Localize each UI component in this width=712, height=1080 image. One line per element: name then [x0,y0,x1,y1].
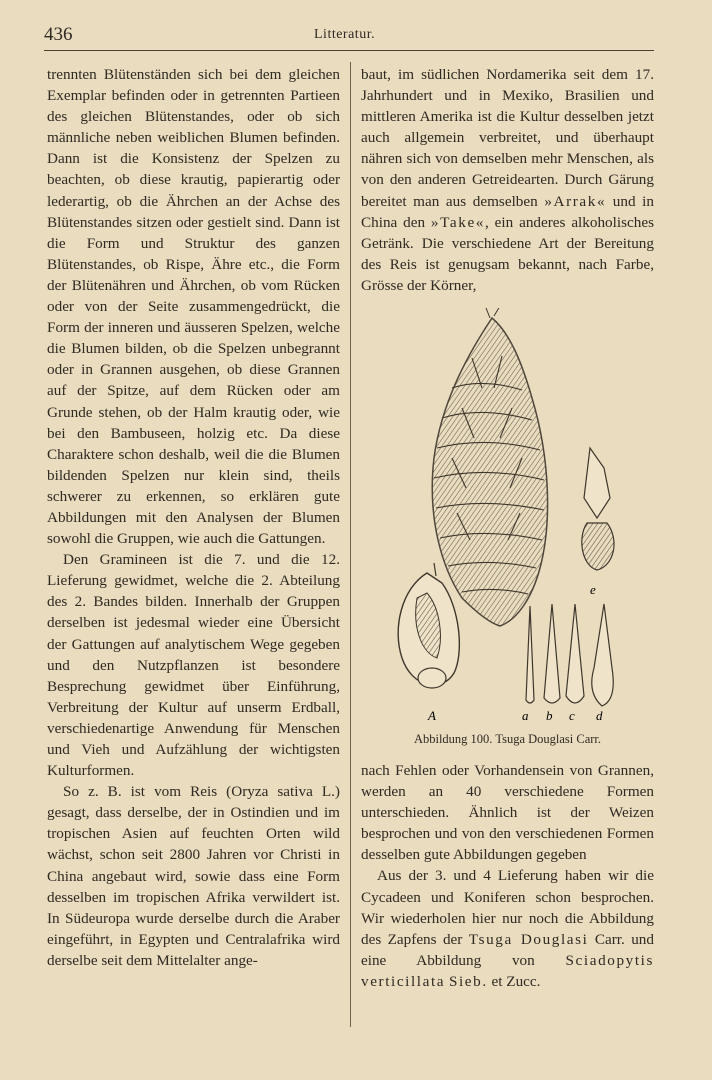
text-run: et Zucc. [487,972,541,990]
right-column-top [361,64,654,296]
bracts-a-d-drawing [526,604,613,706]
spaced-term-take: »Take« [430,213,486,231]
scale-e-drawing [582,448,614,570]
label-b: b [546,708,553,723]
header-rule [44,50,654,51]
label-A: A [428,708,436,723]
right-column-bottom [361,760,654,992]
cone-main-drawing [432,308,547,626]
text-run: und in China den [361,192,654,231]
spaced-term-sciadopytis: Sciadopytis verticillata [361,951,654,990]
figure-tsuga-cone [382,308,642,728]
paragraph: nach Fehlen oder Vorhandensein von Grannen, werden an 40 verschiedene Formen unterschieden. Ähnlich ist der Weizen besprochen und von den verschiedenen Formen desselben gute Abbildungen gegeben [361,762,654,864]
seed-A-drawing [398,563,459,688]
paragraph [361,64,654,296]
label-c: c [569,708,575,723]
left-column [47,64,340,971]
label-a: a [522,708,529,723]
cone-engraving [382,308,642,728]
page-header [44,24,654,46]
spaced-term-tsuga: Tsuga Douglasi [468,930,589,948]
text-run: baut, im südlichen Nordamerika seit dem 17. Jahrhundert und in Mexiko, Brasilien und mittleren Amerika ist die Kultur desselben jetzt auch allgemein verbreitet, und überhaupt nähren sich von demselben mehr Menschen, als von den anderen Getreidearten. Durch Gärung bereitet man aus demselben [361,66,654,210]
paragraph: So z. B. ist vom Reis (Oryza sativa L.) gesagt, dass derselbe, der in Ostindien und im tropischen Asien auf feuchten Orten wild wächst, schon seit 2800 Jahren vor Christi in China angebaut wird, sowie dass eine Form desselben im tropischen Afrika verwildert ist. In Südeuropa wurde derselbe durch die Araber eingeführt, in Egypten und Centralafrika wird derselbe seit dem Mittelalter ange- [47,783,340,969]
spaced-term-arrak: »Arrak« [544,192,607,210]
running-head: Litteratur. [314,27,376,42]
paragraph [361,865,654,992]
spaced-term-sieb: Sieb. [448,972,488,990]
column-divider [350,62,351,1027]
page-number: 436 [44,24,73,45]
text-run: Carr. und eine Abbildung von [361,930,654,969]
label-e: e [590,582,596,597]
paragraph: trennten Blütenständen sich bei dem gleichen Exemplar befinden oder in getrennten Partieen des gleichen Blütenstandes, oder ob sich männliche neben weiblichen Blumen befinden. Dann ist die Konsistenz der Spelzen zu beachten, ob diese krautig, papierartig oder lederartig, ob die Ährchen an der Achse des Blütenstandes sitzen oder gestielt sind. Dann ist die Form und Struktur des ganzen Blütenstandes, ob Rispe, Ähre etc., die Form der Blütenähren und Ährchen, ob vom Rücken oder von der Seite zusammengedrückt, die Form der inneren und äusseren Spelzen, welche die Blumen bilden, ob die Spelzen unbegrannt oder in Grannen ausgehen, ob diese Grannen auf der Spitze, auf dem Rücken oder am Grunde stehen, ob der Halm krautig oder, wie bei den Bambuseen, holzig etc. Da diese Charaktere schon deshalb, weil die die Blumen bildenden Spelzen nur klein sind, theils schwerer zu erkennen, so erklären gute Abbildungen mit den Analysen der Blumen sowohl die Gruppen, wie auch die Gattungen. [47,66,340,548]
paragraph: Den Gramineen ist die 7. und die 12. Lieferung gewidmet, welche die 2. Abteilung des 2. Bandes bilden. Innerhalb der Gruppen derselben ist jedesmal wieder eine Übersicht der Gattungen auf analytischem Wege gegeben und den Nutzpflanzen ist besondere Besprechung gewidmet über Einführung, Verbreitung der Kultur auf unserm Erdball, verschiedenartige Anwendung für Menschen und Vieh und Aufzählung der wichtigsten Kulturformen. [47,551,340,780]
text-run: , ein anderes alkoholisches Getränk. Die verschiedene Art der Bereitung des Reis ist genugsam bekannt, nach Farbe, Grösse der Körner, [361,213,654,294]
text-run: Aus der 3. und 4 Lieferung haben wir die Cycadeen und Koniferen schon besprochen. Wir wiederholen hier nur noch die Abbildung des Zapfens der [361,867,654,948]
figure-caption: Abbildung 100. Tsuga Douglasi Carr. [413,732,602,746]
label-d: d [596,708,603,723]
